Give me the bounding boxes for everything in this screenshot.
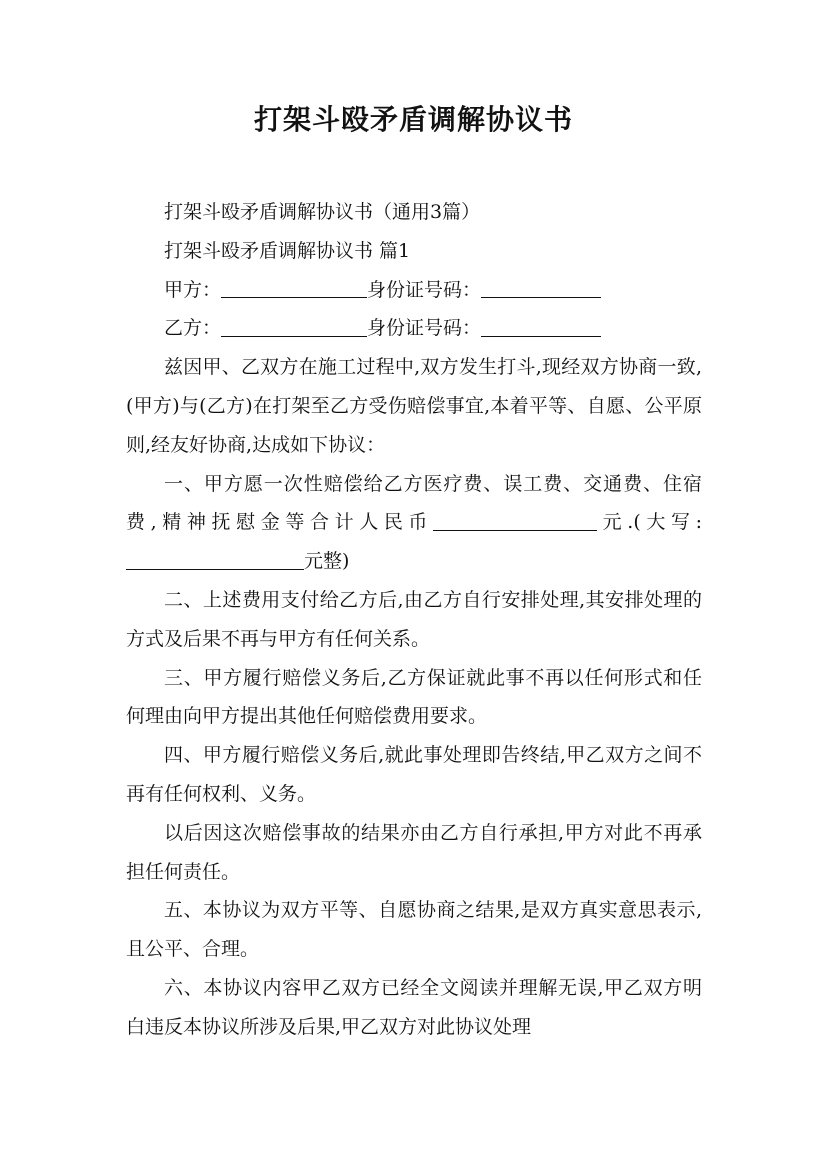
clause-2: 二、上述费用支付给乙方后,由乙方自行安排处理,其安排处理的方式及后果不再与甲方有任何关系。 xyxy=(126,588,702,650)
clause-4-supplement: 以后因这次赔偿事故的结果亦由乙方自行承担,甲方对此不再承担任何责任。 xyxy=(126,821,702,883)
clause-1-uppercase-label: 元.(大写: xyxy=(597,511,702,534)
party-b-line xyxy=(126,309,702,348)
document-subtitle: 打架斗殴矛盾调解协议书（通用3篇） xyxy=(164,201,481,223)
party-b-id-label: 身份证号码： xyxy=(367,317,482,340)
party-a-id-blank xyxy=(481,278,601,299)
party-b-name-blank xyxy=(221,316,367,337)
party-a-name-blank xyxy=(221,278,367,299)
clause-1-end: 元整) xyxy=(304,550,350,573)
party-a-line xyxy=(126,271,702,310)
section-heading: 打架斗殴矛盾调解协议书 篇1 xyxy=(164,239,411,262)
document-title: 打架斗殴矛盾调解协议书 xyxy=(253,103,573,136)
clause-6: 六、本协议内容甲乙双方已经全文阅读并理解无误,甲乙双方明白违反本协议所涉及后果,甲乙双方对此协议处理 xyxy=(126,976,702,1038)
amount-uppercase-blank xyxy=(126,549,304,570)
party-b-id-blank xyxy=(481,316,601,337)
clause-3: 三、甲方履行赔偿义务后,乙方保证就此事不再以任何形式和任何理由向甲方提出其他任何赔偿费用要求。 xyxy=(126,666,702,728)
amount-blank xyxy=(433,510,597,531)
clause-4: 四、甲方履行赔偿义务后,就此事处理即告终结,甲乙双方之间不再有任何权利、义务。 xyxy=(126,744,702,805)
intro-paragraph: 兹因甲、乙双方在施工过程中,双方发生打斗,现经双方协商一致,(甲方)与(乙方)在打架至乙方受伤赔偿事宜,本着平等、自愿、公平原则,经友好协商,达成如下协议： xyxy=(126,356,702,456)
clause-1 xyxy=(126,465,702,581)
party-a-label: 甲方： xyxy=(164,278,222,301)
clause-5: 五、本协议为双方平等、自愿协商之结果,是双方真实意思表示,且公平、合理。 xyxy=(126,899,702,961)
party-b-label: 乙方： xyxy=(164,317,222,340)
clause-1-text: 一、甲方愿一次性赔偿给乙方医疗费、误工费、交通费、住宿费,精神抚慰金等合计人民币 xyxy=(126,472,702,534)
document-body xyxy=(126,193,702,1047)
party-a-id-label: 身份证号码： xyxy=(367,278,482,301)
